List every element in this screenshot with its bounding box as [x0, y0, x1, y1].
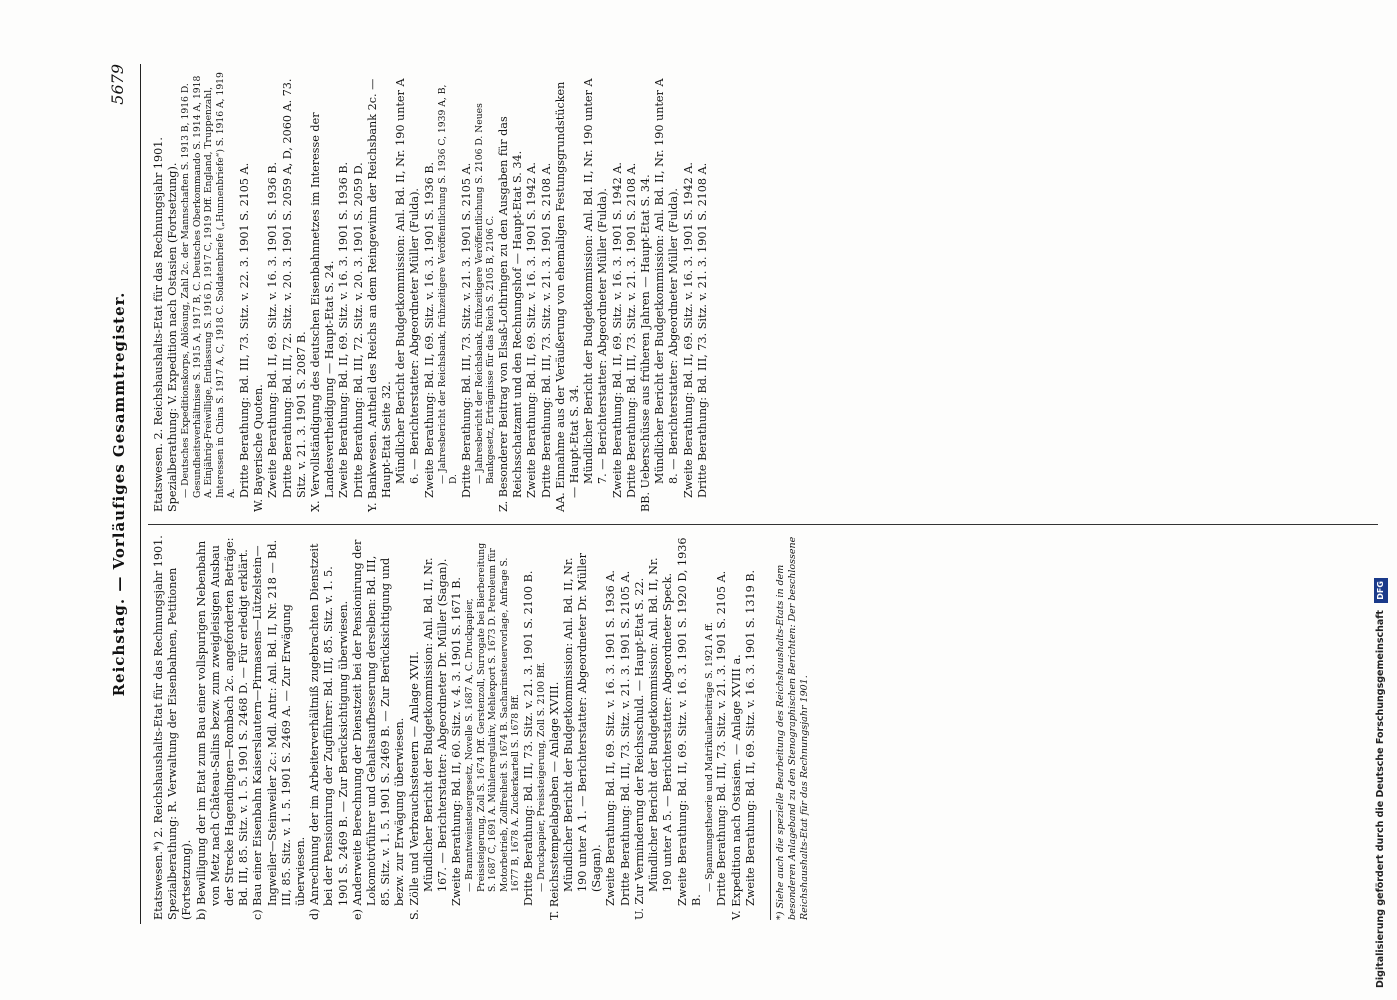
- running-title: Reichstag. — Vorläufiges Gesammtregister.: [110, 291, 128, 697]
- register-entry: Etatswesen. 2. Reichshaushalts-Etat für das Rechnungsjahr 1901. Spezialberathung: V. Expedition nach Ostasien (Fortsetzung).: [152, 137, 180, 512]
- register-entry: Zweite Berathung: Bd. II, 69. Sitz. v. 16. 3. 1901 S. 1936 B.: [337, 161, 351, 498]
- register-entry: Zweite Berathung: Bd. II, 69. Sitz. v. 16. 3. 1901 S. 1936 B.: [422, 161, 436, 498]
- register-entry: Mündlicher Bericht der Budgetkommission: Anl. Bd. II, Nr. 190 unter A 6. — Berichterstatter: Abgeordneter Müller (Fulda).: [394, 78, 422, 484]
- register-entry: Dritte Berathung: Bd. III, 73. Sitz. v. 21. 3. 1901 S. 2100 B.: [521, 570, 535, 906]
- register-entry: Mündlicher Bericht der Budgetkommission: Anl. Bd. II, Nr. 190 unter A 5. — Berichterstatter: Abgeordneter Speck.: [647, 557, 675, 892]
- register-entry: Zweite Berathung: Bd. II, 69. Sitz. v. 16. 3. 1901 S. 1936 A.: [604, 570, 618, 906]
- register-entry: S. Zölle und Verbrauchssteuern — Anlage XVII.: [407, 651, 421, 920]
- header-rule: [140, 64, 141, 924]
- page-content: [102, 64, 1392, 924]
- column-divider: [148, 524, 1378, 525]
- credit-text: Digitalisierung gefördert durch die Deutsche Forschungsgemeinschaft: [1375, 610, 1386, 988]
- register-entry: V. Expedition nach Ostasien. — Anlage XVIII a.: [729, 654, 743, 920]
- left-column: [152, 535, 811, 920]
- register-entry: Dritte Berathung: Bd. III, 73. Sitz. v. 21. 3. 1901 S. 2108 A.: [695, 162, 709, 498]
- register-entry: Zweite Berathung: Bd. II, 69. Sitz. v. 16. 3. 1901 S. 1942 A.: [525, 162, 539, 498]
- register-entry: Dritte Berathung: Bd. III, 73. Sitz. v. 21. 3. 1901 S. 2105 A.: [618, 570, 632, 906]
- register-entry: c) Bau einer Eisenbahn Kaiserslautern—Pirmasens—Lützelstein—Ingweiler—Steinweiler 2c.: Mdl. Antr.: Anl. Bd. II, Nr. 218 — Bd. III, 85. Sitz. v. 1. 5. 1901 S. 2469 A. — Zur Erwägung überwiesen.: [251, 539, 308, 920]
- register-entry: Dritte Berathung: Bd. III, 73. Sitz. v. 21. 3. 1901 S. 2108 A.: [539, 162, 553, 498]
- register-entry: d) Anrechnung der im Arbeiterverhältniß zugebrachten Dienstzeit bei der Pensionirung der Zugführer: Bd. III, 85. Sitz. v. 1. 5. 1901 S. 2469 B. — Zur Berücksichtigung überwiesen.: [308, 543, 350, 920]
- register-entry: Zweite Berathung: Bd. II, 69. Sitz. v. 16. 3. 1901 S. 1936 B.: [266, 161, 280, 498]
- register-entry: Zweite Berathung: Bd. II, 69. Sitz. v. 16. 3. 1901 S. 1942 A.: [681, 162, 695, 498]
- register-entry: Dritte Berathung: Bd. III, 73. Sitz. v. 21. 3. 1901 S. 2105 A.: [715, 570, 729, 906]
- register-entry: Dritte Berathung: Bd. III, 72. Sitz. v. 20. 3. 1901 S. 2059 A, D, 2060 A. 73. Sitz. v. 21. 3. 1901 S. 2087 B.: [280, 78, 308, 498]
- register-entry: Zweite Berathung: Bd. II, 69. Sitz. v. 16. 3. 1901 S. 1319 B.: [743, 569, 757, 906]
- digitization-credit: [1370, 8, 1392, 988]
- register-entry: Y. Bankwesen. Antheil des Reichs an dem Reingewinn der Reichsbank 2c. — Haupt-Etat Seite 32.: [365, 78, 393, 512]
- register-entry: b) Bewilligung der im Etat zum Bau einer vollspurigen Nebenbahn von Metz nach Château-Salins bezw. zum zweigleisigen Ausbau der Strecke Hagendingen—Rombach 2c. angeforderten Beträge: Bd. III, 85. Sitz. v. 1. 5. 1901 S. 2468 D. — Für erledigt erklärt.: [194, 537, 251, 920]
- register-entry: Mündlicher Bericht der Budgetkommission: Anl. Bd. II, Nr. 167. — Berichterstatter: Abgeordneter Dr. Müller (Sagan).: [421, 557, 450, 892]
- footnote-rule: [770, 810, 771, 920]
- register-entry: — Branntweinsteuergesetz, Novelle S. 1687 A, C. Druckpapier, Preissteigerung, Zoll S. 1674 Dff. Gerstenzoll, Surrogate bei Bierbereitung S. 1687 C, 1691 A. Mühlenregulativ, Mehlexport S. 1673 D. Petroleum für Motorbetrieb, Zollfreiheit S. 1674 B. Sacharinsteuervorlage, Anfrage S. 1677 B, 1678 A. Zuckerkartell S. 1678 Bff.: [464, 542, 522, 892]
- register-entry: — Jahresbericht der Reichsbank, frühzeitigere Veröffentlichung S. 1936 C, 1939 A, B, D.: [436, 84, 460, 484]
- footnote: *) Siehe auch die spezielle Bearbeitung des Reichshaushalts-Etats in dem besonderen Anlageband zu den Stenographischen Berichten: Der beschlossene Reichshaushalts-Etat für das Rechnungsjahr 1901.: [775, 536, 811, 920]
- register-entry: W. Bayerische Quoten.: [252, 384, 266, 512]
- register-entry: Mündlicher Bericht der Budgetkommission: Anl. Bd. II, Nr. 190 unter A 8. — Berichterstatter: Abgeordneter Müller (Fulda).: [653, 78, 681, 484]
- page-number: 5679: [108, 64, 127, 105]
- register-entry: Dritte Berathung: Bd. III, 72. Sitz. v. 20. 3. 1901 S. 2059 D.: [351, 162, 365, 498]
- register-entry: Dritte Berathung: Bd. III, 73. Sitz. v. 21. 3. 1901 S. 2105 A.: [459, 162, 473, 498]
- register-entry: Mündlicher Bericht der Budgetkommission: Anl. Bd. II, Nr. 190 unter A 1. — Berichterstatter: Abgeordneter Dr. Müller (Sagan).: [561, 553, 604, 892]
- page-header: [102, 64, 142, 924]
- right-column: [152, 72, 710, 512]
- register-entry: U. Zur Verminderung der Reichsschuld. — Haupt-Etat S. 22.: [632, 577, 646, 920]
- register-entry: Dritte Berathung: Bd. III, 73. Sitz. v. 21. 3. 1901 S. 2108 A.: [624, 162, 638, 498]
- dfg-logo: DFG: [1374, 578, 1388, 603]
- register-entry: Zweite Berathung: Bd. II, 69. Sitz. v. 16. 3. 1901 S. 1920 D, 1936 B.: [675, 537, 703, 906]
- register-entry: — Jahresbericht der Reichsbank, frühzeitigere Veröffentlichung S. 2106 D. Neues Bankgesetz, Erträgnisse für das Reich S. 2105 B, 2106 C.: [473, 103, 497, 484]
- register-entry: — Spannungstheorie und Matrikularbeiträge S. 1921 A ff.: [703, 622, 715, 892]
- register-entry: Mündlicher Bericht der Budgetkommission: Anl. Bd. II, Nr. 190 unter A 7. — Berichterstatter: Abgeordneter Müller (Fulda).: [582, 78, 610, 484]
- register-entry: e) Anderweite Berechnung der Dienstzeit bei der Pensionirung der Lokomotivführer und Gehaltsaufbesserung derselben: Bd. III, 85. Sitz. v. 1. 5. 1901 S. 2469 B. — Zur Berücksichtigung und bezw. zur Erwägung überwiesen.: [350, 539, 407, 920]
- register-entry: Zweite Berathung: Bd. II, 69. Sitz. v. 16. 3. 1901 S. 1942 A.: [610, 162, 624, 498]
- register-entry: Z. Besonderer Beitrag von Elsaß-Lothringen zu den Ausgaben für das Reichsschatzamt und den Rechnungshof — Haupt-Etat S. 34.: [496, 116, 525, 512]
- register-entry: Etatswesen.*) 2. Reichshaushalts-Etat für das Rechnungsjahr 1901. Spezialberathung: R. Verwaltung der Eisenbahnen, Petitionen (Fortsetzung).: [152, 535, 194, 920]
- register-entry: AA. Einnahme aus der Veräußerung von ehemaligen Festungsgrundstücken — Haupt-Etat S. 34.: [553, 81, 581, 512]
- register-entry: Zweite Berathung: Bd. II, 60. Sitz. v. 4. 3. 1901 S. 1671 B.: [450, 577, 464, 906]
- register-entry: — Deutsches Expeditionskorps, Ablösung, Zahl 2c. der Mannschaften S. 1913 B, 1916 D. Gesundheitsverhältnisse S. 1915 A, 1917 B, C. Deutsches Oberkommando S. 1914 A, 1918 A. Einjährig-Freiwillige, Entlassung S. 1916 D, 1917 C, 1919 Dff. England, Truppenzahl, Interessen in China S. 1917 A, C, 1918 C. Soldatenbriefe („Hunnenbriefe“) S. 1916 A, 1919 A.: [180, 72, 238, 498]
- register-entry: Dritte Berathung: Bd. III, 73. Sitz. v. 22. 3. 1901 S. 2105 A.: [237, 162, 251, 498]
- register-entry: X. Vervollständigung des deutschen Eisenbahnnetzes im Interesse der Landesvertheidigung — Haupt-Etat S. 24.: [308, 112, 337, 512]
- register-entry: — Druckpapier, Preissteigerung, Zoll S. 2100 Bff.: [536, 662, 548, 892]
- register-entry: BB. Ueberschüsse aus früheren Jahren — Haupt-Etat S. 34.: [638, 174, 652, 512]
- rotated-register-page: [102, 64, 1392, 924]
- register-entry: T. Reichsstempelabgaben — Anlage XVIII.: [547, 681, 561, 920]
